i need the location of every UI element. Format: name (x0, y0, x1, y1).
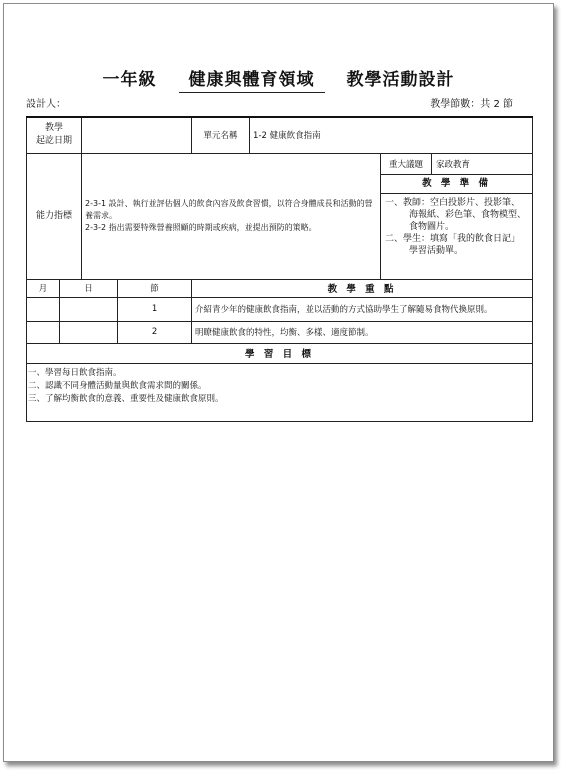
focus-header-row (27, 279, 533, 297)
unit-value: 1-2 健康飲食指南 (250, 117, 533, 153)
goal-item: 三、了解均衡飲食的意義、重要性及健康飲食原則。 (28, 393, 224, 404)
goals-header-row (27, 343, 533, 363)
prep-item: 一、教師：空白投影片、投影筆、海報紙、彩色筆、食物模型、食物圖片。 (385, 197, 527, 232)
goal-item: 二、認識不同身體活動量與飲食需求間的關係。 (28, 380, 207, 391)
row-day (60, 297, 118, 321)
document-page (3, 3, 554, 762)
teach-date-label: 教學 起訖日期 (27, 117, 82, 153)
issue-value: 家政教育 (436, 159, 471, 170)
goal-item: 一、學習每日飲食指南。 (28, 367, 122, 378)
ability-label: 能力指標 (27, 153, 82, 279)
goals-row (27, 363, 533, 421)
designer-label: 設計人： (26, 99, 66, 110)
row-focus: 介紹青少年的健康飲食指南，並以活動的方式協助學生了解隨易食物代換原則。 (192, 297, 533, 321)
page-title (4, 65, 553, 93)
teach-date-value (82, 117, 192, 153)
row-focus: 明瞭健康飲食的特性，均衡、多樣、適度節制。 (192, 321, 533, 343)
issue-label: 重大議題 (381, 154, 432, 174)
row-ability (27, 153, 533, 279)
title-grade: 一年級 (102, 70, 157, 90)
row-period: 1 (118, 297, 192, 321)
goals-header: 學 習 目 標 (27, 343, 533, 363)
row-date-unit (27, 117, 533, 153)
table-row (27, 321, 533, 343)
table-row (27, 297, 533, 321)
unit-label: 單元名稱 (192, 117, 250, 153)
ability-text: 2-3-1 設計、執行並評估個人的飲食內容及飲食習慣，以符合身體成長和活動的營養需求。 2-3-2 指出需要特殊營養照顧的時期或疾病，並提出預防的策略。 (82, 153, 381, 279)
title-suffix: 教學活動設計 (346, 70, 455, 90)
col-focus: 教 學 重 點 (192, 279, 533, 297)
col-day: 日 (60, 279, 118, 297)
prep-header: 教 學 準 備 (381, 175, 532, 194)
issue-row (381, 154, 532, 175)
title-domain: 健康與體育領域 (179, 65, 325, 93)
goals-list (27, 363, 533, 421)
row-day (60, 321, 118, 343)
col-period: 節 (118, 279, 192, 297)
periods-label: 教學節數：共 2 節 (430, 99, 513, 110)
row-month (27, 321, 60, 343)
row-period: 2 (118, 321, 192, 343)
row-month (27, 297, 60, 321)
issue-prep-block (381, 153, 533, 279)
col-month: 月 (27, 279, 60, 297)
prep-item: 二、學生：填寫「我的飲食日記」學習活動單。 (385, 233, 521, 256)
lesson-plan-table (26, 116, 533, 422)
prep-list (381, 194, 532, 260)
